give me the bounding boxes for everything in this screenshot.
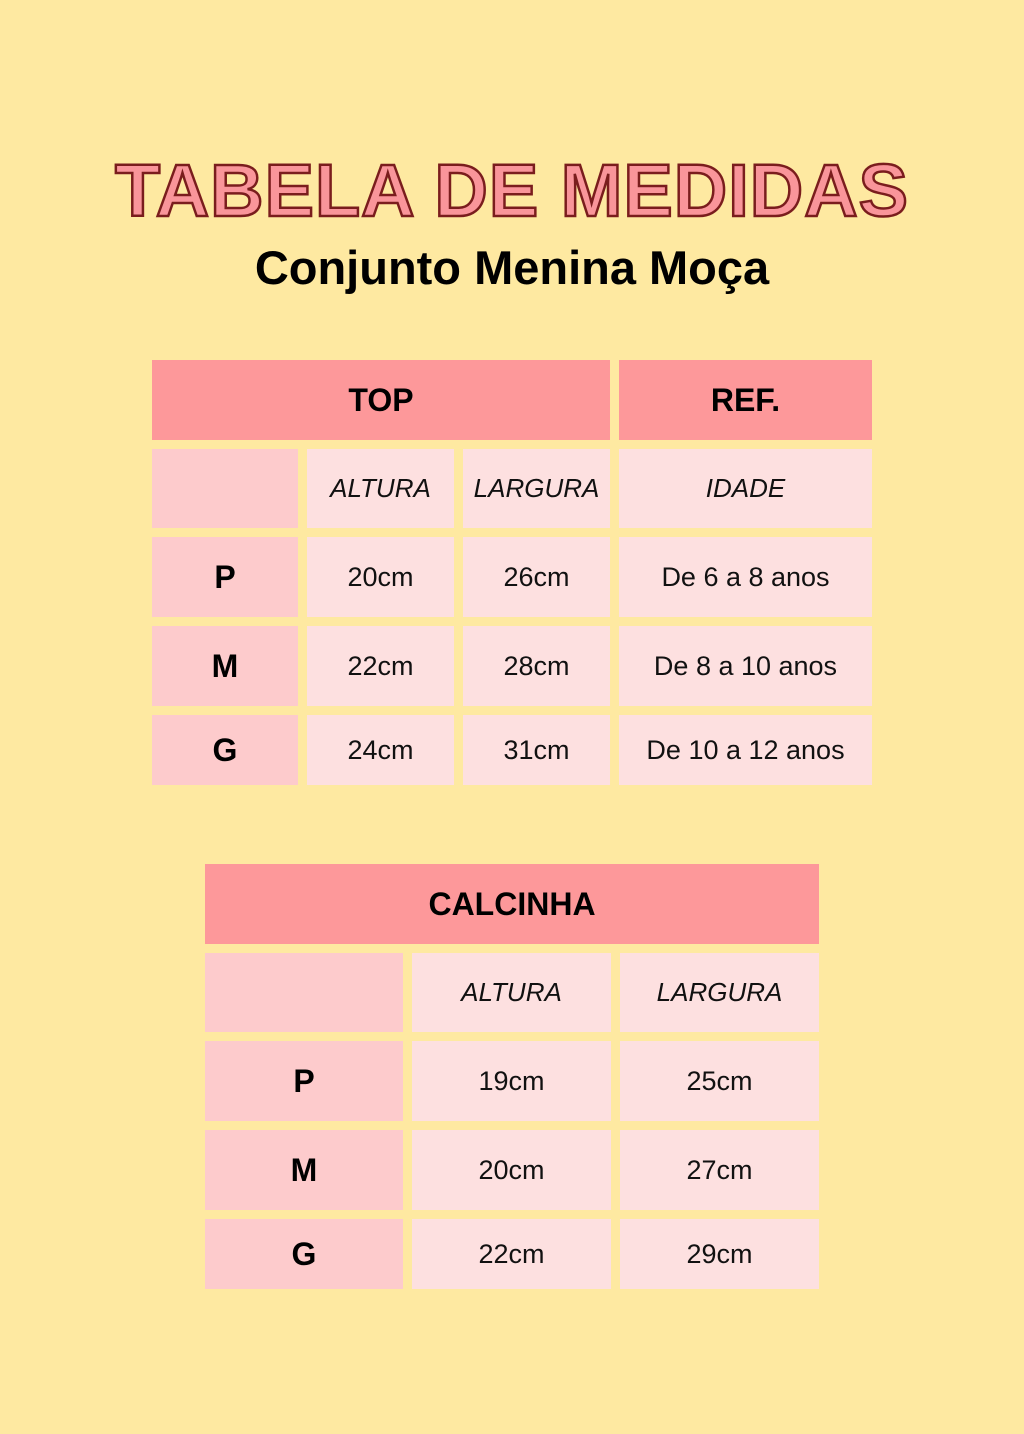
top-col-altura: ALTURA xyxy=(307,449,454,528)
top-group-header: TOP xyxy=(152,360,610,440)
top-col-largura: LARGURA xyxy=(463,449,610,528)
top-row-idade: De 8 a 10 anos xyxy=(619,626,872,706)
calcinha-row-size: P xyxy=(205,1041,403,1121)
top-row-largura: 28cm xyxy=(463,626,610,706)
top-row-altura: 24cm xyxy=(307,715,454,785)
top-row-altura: 22cm xyxy=(307,626,454,706)
top-row-idade: De 10 a 12 anos xyxy=(619,715,872,785)
calcinha-col-largura: LARGURA xyxy=(620,953,819,1032)
calcinha-col-altura: ALTURA xyxy=(412,953,611,1032)
calcinha-row-largura: 29cm xyxy=(620,1219,819,1289)
top-row-largura: 26cm xyxy=(463,537,610,617)
calcinha-row-altura: 19cm xyxy=(412,1041,611,1121)
top-row-size: G xyxy=(152,715,298,785)
top-row-altura: 20cm xyxy=(307,537,454,617)
top-col-idade: IDADE xyxy=(619,449,872,528)
top-corner-cell xyxy=(152,449,298,528)
top-row-size: P xyxy=(152,537,298,617)
ref-group-header: REF. xyxy=(619,360,872,440)
top-row-idade: De 6 a 8 anos xyxy=(619,537,872,617)
calcinha-row-largura: 25cm xyxy=(620,1041,819,1121)
top-row-largura: 31cm xyxy=(463,715,610,785)
calcinha-row-size: G xyxy=(205,1219,403,1289)
calcinha-group-header: CALCINHA xyxy=(205,864,819,944)
page-subtitle: Conjunto Menina Moça xyxy=(254,241,770,294)
top-row-size: M xyxy=(152,626,298,706)
calcinha-row-largura: 27cm xyxy=(620,1130,819,1210)
calcinha-row-altura: 20cm xyxy=(412,1130,611,1210)
calcinha-row-altura: 22cm xyxy=(412,1219,611,1289)
calcinha-corner-cell xyxy=(205,953,403,1032)
calcinha-row-size: M xyxy=(205,1130,403,1210)
page-title: TABELA DE MEDIDAS xyxy=(115,149,909,232)
